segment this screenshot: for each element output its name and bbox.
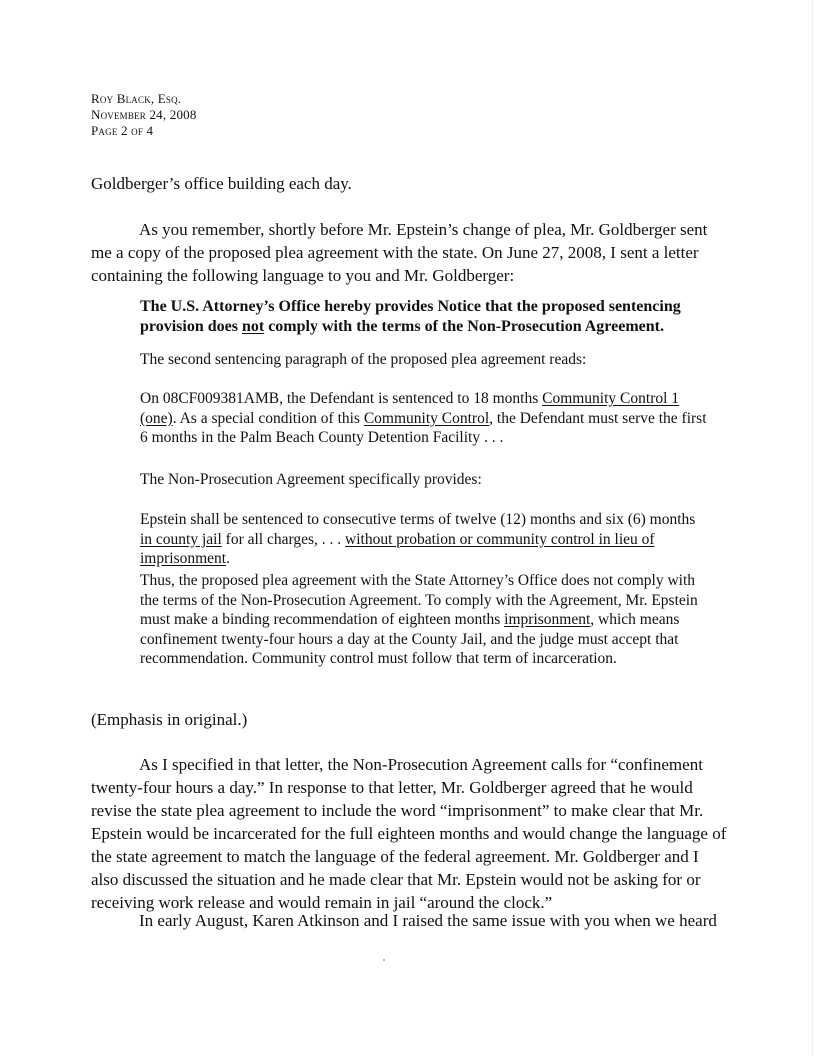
block-quote [140, 297, 710, 337]
npa-text-b: for all charges, . . . [221, 530, 346, 548]
plea-text-b: . As a special condition of this [172, 409, 364, 427]
emphasis-note: (Emphasis in original.) [91, 710, 248, 729]
plea-text-a: On 08CF009381AMB, the Defendant is sentenced to 18 months [140, 390, 543, 407]
notice-paragraph [140, 297, 710, 337]
paragraph-2: As I specified in that letter, the Non-Prosecution Agreement calls for “confinement twenty-four hours a day.” In response to that letter, Mr. Goldberger agreed that he would revise the state plea agreement to include the word “imprisonment” to make clear that Mr. Epstein would be incarcerated for the full eighteen months and would change the language of the state agreement to match the language of the federal agreement. Mr. Goldberger and I also discussed the situation and he made clear that Mr. Epstein would not be asking for or receiving work release and would remain in jail “around the clock.” [91, 755, 727, 912]
plea-text-c: , the Defendant must serve the first 6 months in the Palm Beach County Detention Facility . . . [140, 409, 707, 446]
plea-text-underlined-2: Community Control [363, 409, 490, 427]
header-page-number: Page 2 of 4 [91, 123, 154, 138]
letter-header [91, 91, 197, 139]
header-date: November 24, 2008 [91, 107, 197, 122]
npa-text-a: Epstein shall be sentenced to consecutive terms of twelve (12) months and six (6) months [140, 511, 696, 528]
scan-edge-line [812, 0, 813, 1056]
header-recipient: Roy Black, Esq. [91, 91, 182, 106]
npa-text-c: . [226, 550, 230, 567]
paragraph-3: In early August, Karen Atkinson and I raised the same issue with you when we heard [139, 911, 717, 930]
notice-text-b: comply with the terms of the Non-Prosecution Agreement. [264, 318, 664, 335]
conclusion-text-underlined: imprisonment [504, 611, 591, 628]
conclusion-text-b: , which means confinement twenty-four hours a day at the County Jail, and the judge must accept that recommendation. Community control must follow that term of incarceration. [140, 611, 680, 667]
quote-conclusion-paragraph [140, 571, 710, 669]
notice-text-underlined: not [241, 318, 265, 335]
scan-speck [383, 959, 385, 961]
npa-text-underlined-2: without probation or community control in lieu of imprisonment [140, 530, 655, 567]
notice-text-a: The U.S. Attorney’s Office hereby provides Notice that the proposed sentencing provision does [140, 298, 681, 335]
quote-plea-paragraph [140, 389, 710, 448]
npa-text-underlined-1: in county jail [140, 530, 222, 548]
paragraph-1: As you remember, shortly before Mr. Epstein’s change of plea, Mr. Goldberger sent me a copy of the proposed plea agreement with the state. On June 27, 2008, I sent a letter containing the following language to you and Mr. Goldberger: [91, 220, 708, 285]
conclusion-text-a: Thus, the proposed plea agreement with the State Attorney’s Office does not comply with the terms of the Non-Prosecution Agreement. To comply with the Agreement, Mr. Epstein must make a binding recommendation of eighteen months [140, 572, 698, 628]
quote-npa-intro: The Non-Prosecution Agreement specifically provides: [140, 471, 482, 488]
quote-intro: The second sentencing paragraph of the proposed plea agreement reads: [140, 351, 587, 368]
plea-text-underlined-1: Community Control 1 (one) [140, 390, 680, 427]
continuation-paragraph: Goldberger’s office building each day. [91, 174, 352, 193]
quote-npa-paragraph [140, 510, 710, 569]
